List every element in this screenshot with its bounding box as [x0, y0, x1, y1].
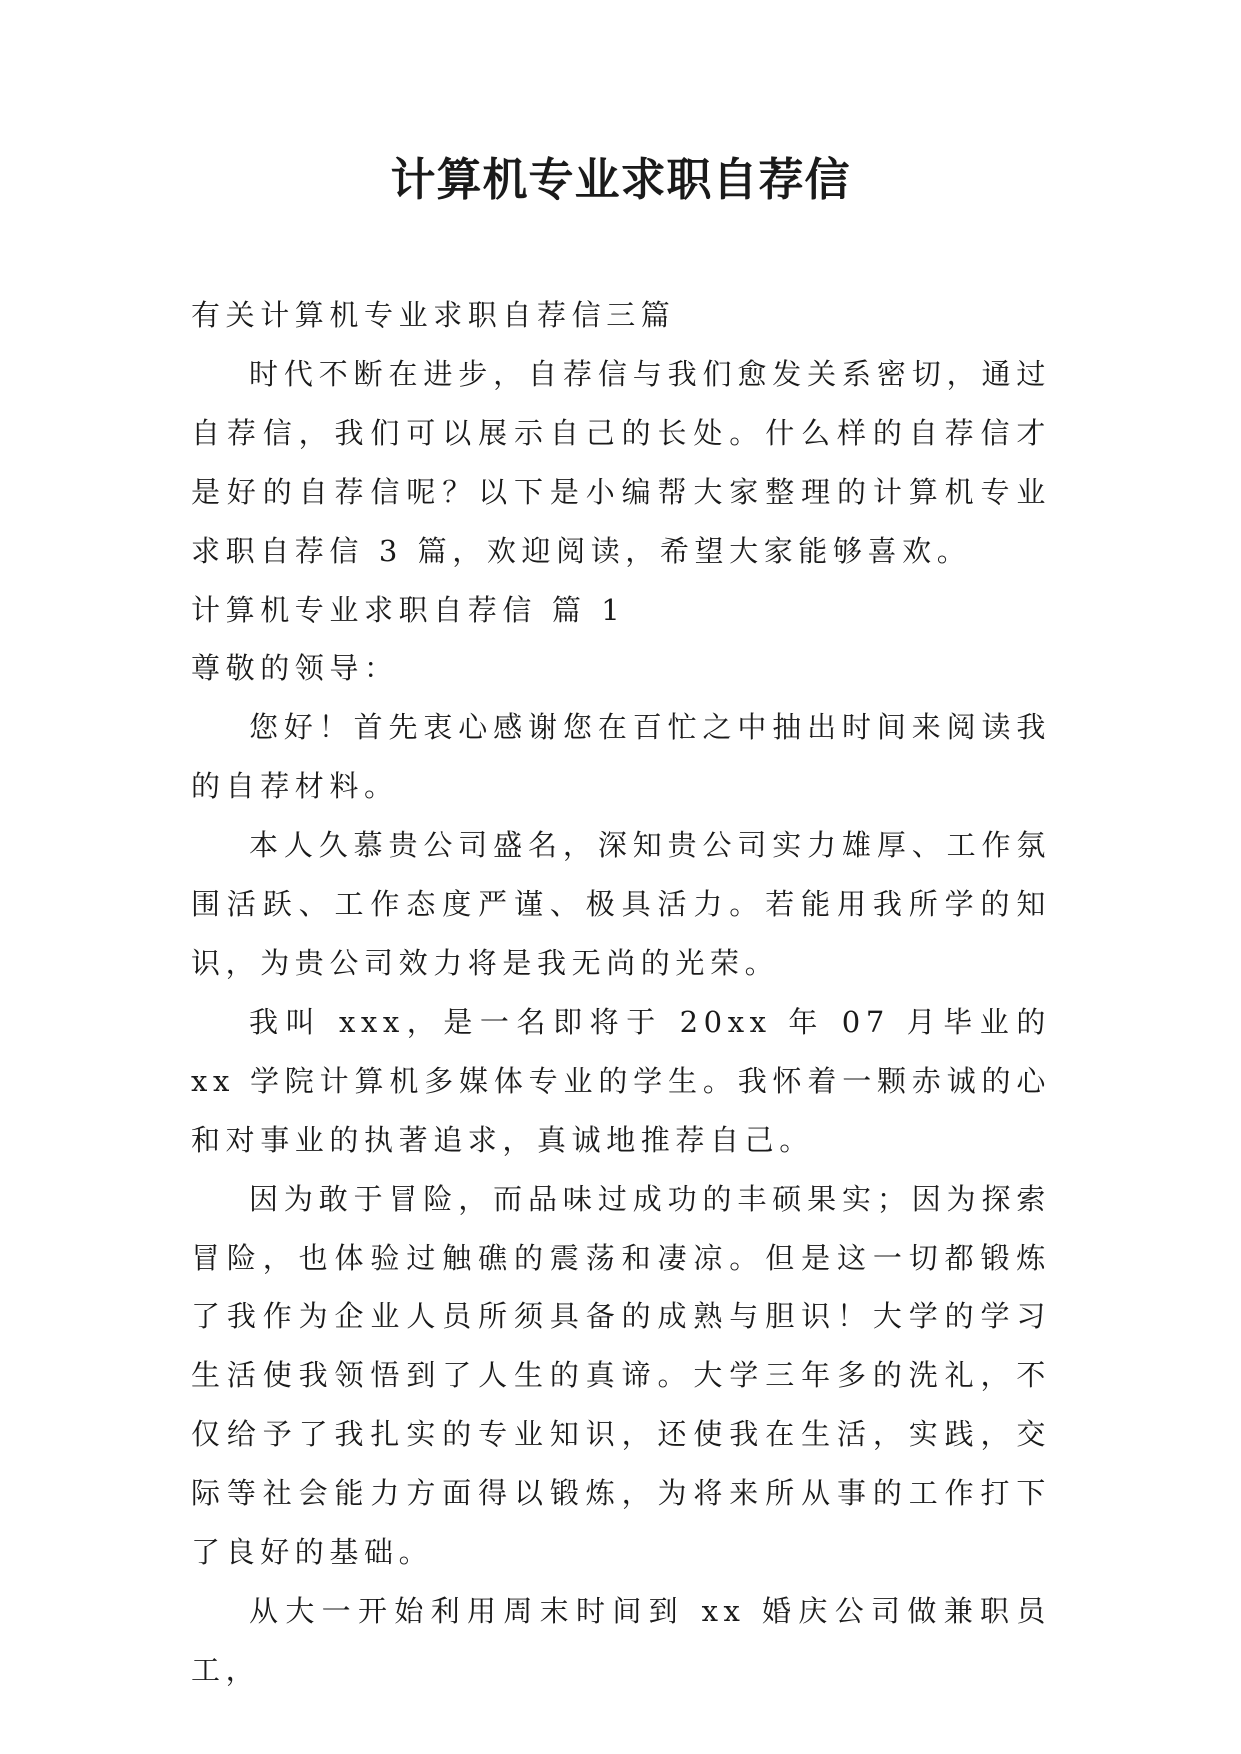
document-title: 计算机专业求职自荐信 — [390, 153, 851, 206]
body-paragraph: 从大一开始利用周末时间到 xx 婚庆公司做兼职员工， — [191, 1593, 1051, 1687]
body-paragraph: 您好！首先衷心感谢您在百忙之中抽出时间来阅读我的自荐材料。 — [191, 710, 1051, 804]
section-heading: 计算机专业求职自荐信 篇 1 — [191, 592, 626, 627]
document-body — [191, 286, 1051, 1700]
body-paragraph: 因为敢于冒险，而品味过成功的丰硕果实；因为探索冒险，也体验过触礁的震荡和凄凉。但是这一切都锻炼了我作为企业人员所须具备的成熟与胆识！大学的学习生活使我领悟到了人生的真谛。大学三年多的洗礼，不仅给予了我扎实的专业知识，还使我在生活，实践，交际等社会能力方面得以锻炼，为将来所从事的工作打下了良好的基础。 — [191, 1181, 1051, 1570]
salutation: 尊敬的领导： — [191, 651, 399, 686]
subtitle-line: 有关计算机专业求职自荐信三篇 — [191, 298, 676, 332]
body-paragraph: 我叫 xxx，是一名即将于 20xx 年 07 月毕业的 xx 学院计算机多媒体专业的学生。我怀着一颗赤诚的心和对事业的执著追求，真诚地推荐自己。 — [191, 1004, 1051, 1157]
intro-paragraph: 时代不断在进步，自荐信与我们愈发关系密切，通过自荐信，我们可以展示自己的长处。什么样的自荐信才是好的自荐信呢？以下是小编帮大家整理的计算机专业求职自荐信 3 篇，欢迎阅读，希望大家能够喜欢。 — [191, 356, 1051, 568]
body-paragraph: 本人久慕贵公司盛名，深知贵公司实力雄厚、工作氛围活跃、工作态度严谨、极具活力。若能用我所学的知识，为贵公司效力将是我无尚的光荣。 — [191, 828, 1051, 980]
